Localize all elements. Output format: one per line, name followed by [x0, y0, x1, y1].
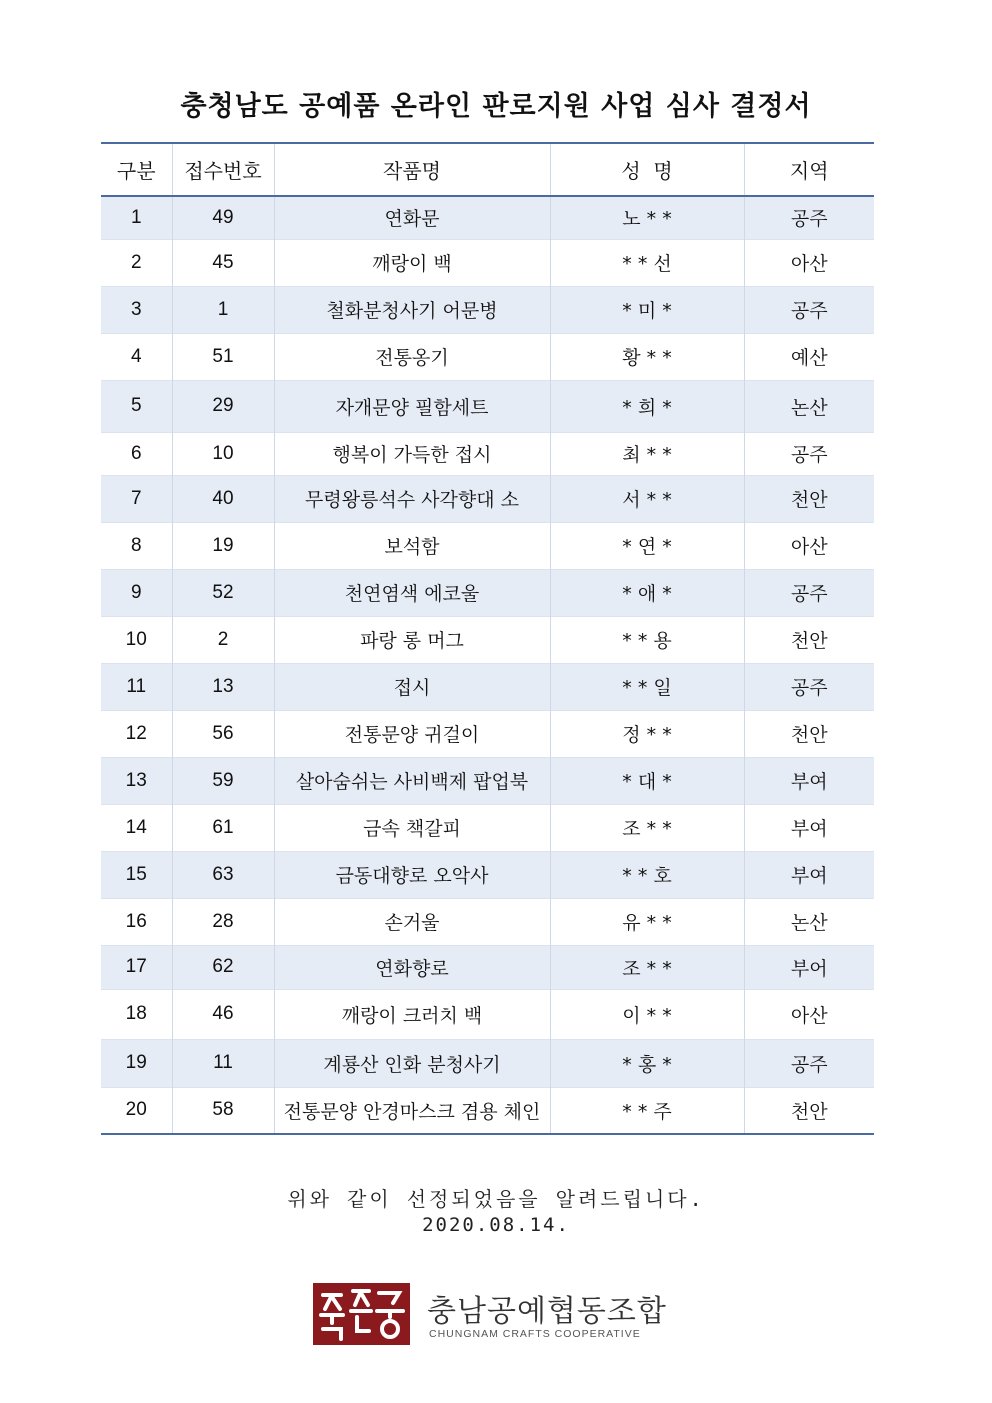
cell-work-title: 연화문 — [274, 196, 550, 239]
cell-region: 천안 — [744, 475, 874, 522]
cell-category: 12 — [101, 710, 172, 757]
cell-category: 1 — [101, 196, 172, 239]
cell-region: 공주 — [744, 663, 874, 710]
cell-receipt-number: 11 — [172, 1039, 274, 1087]
cell-region: 천안 — [744, 616, 874, 663]
cell-name: 이 * * — [550, 989, 744, 1039]
header-name: 성 명 — [550, 143, 744, 196]
cell-name: * 미 * — [550, 286, 744, 333]
cell-region: 부여 — [744, 804, 874, 851]
header-region: 지역 — [744, 143, 874, 196]
table-row — [101, 710, 874, 757]
cell-region: 공주 — [744, 1039, 874, 1087]
cell-region: 부여 — [744, 757, 874, 804]
cell-name: 노 * * — [550, 196, 744, 239]
cell-receipt-number: 49 — [172, 196, 274, 239]
cell-category: 17 — [101, 945, 172, 989]
header-work-title: 작품명 — [274, 143, 550, 196]
cell-receipt-number: 45 — [172, 239, 274, 286]
cell-work-title: 금동대향로 오악사 — [274, 851, 550, 898]
cell-work-title: 철화분청사기 어문병 — [274, 286, 550, 333]
cell-receipt-number: 28 — [172, 898, 274, 945]
cell-category: 10 — [101, 616, 172, 663]
cell-name: * 희 * — [550, 380, 744, 432]
table-row — [101, 432, 874, 475]
cell-receipt-number: 2 — [172, 616, 274, 663]
cell-category: 20 — [101, 1087, 172, 1134]
cell-category: 8 — [101, 522, 172, 569]
table-row — [101, 945, 874, 989]
cell-receipt-number: 61 — [172, 804, 274, 851]
cell-receipt-number: 51 — [172, 333, 274, 380]
cell-category: 6 — [101, 432, 172, 475]
cell-name: 황 * * — [550, 333, 744, 380]
table-row — [101, 663, 874, 710]
cell-name: 조 * * — [550, 945, 744, 989]
cell-receipt-number: 58 — [172, 1087, 274, 1134]
cell-work-title: 전통옹기 — [274, 333, 550, 380]
table-row — [101, 757, 874, 804]
organization-name-english: CHUNGNAM CRAFTS COOPERATIVE — [429, 1328, 641, 1340]
cell-region: 논산 — [744, 380, 874, 432]
cell-name: * 연 * — [550, 522, 744, 569]
cell-work-title: 금속 책갈피 — [274, 804, 550, 851]
cell-work-title: 손거울 — [274, 898, 550, 945]
cell-receipt-number: 52 — [172, 569, 274, 616]
table-body — [101, 196, 874, 1134]
cell-category: 15 — [101, 851, 172, 898]
cell-category: 13 — [101, 757, 172, 804]
cell-category: 3 — [101, 286, 172, 333]
cell-region: 공주 — [744, 286, 874, 333]
cell-name: 조 * * — [550, 804, 744, 851]
cell-work-title: 무령왕릉석수 사각향대 소 — [274, 475, 550, 522]
cell-region: 부어 — [744, 945, 874, 989]
cell-work-title: 깨랑이 크러치 백 — [274, 989, 550, 1039]
cell-work-title: 계룡산 인화 분청사기 — [274, 1039, 550, 1087]
cell-category: 19 — [101, 1039, 172, 1087]
table-row — [101, 804, 874, 851]
cell-receipt-number: 40 — [172, 475, 274, 522]
cell-category: 2 — [101, 239, 172, 286]
cell-work-title: 자개문양 필함세트 — [274, 380, 550, 432]
cell-work-title: 깨랑이 백 — [274, 239, 550, 286]
cell-receipt-number: 56 — [172, 710, 274, 757]
cell-name: * * 주 — [550, 1087, 744, 1134]
cell-receipt-number: 62 — [172, 945, 274, 989]
cell-name: * * 일 — [550, 663, 744, 710]
header-receipt-number: 접수번호 — [172, 143, 274, 196]
table-row — [101, 989, 874, 1039]
cell-name: * 애 * — [550, 569, 744, 616]
cell-region: 천안 — [744, 1087, 874, 1134]
cell-category: 14 — [101, 804, 172, 851]
table-row — [101, 1087, 874, 1134]
cooperative-logo-icon — [313, 1283, 410, 1345]
cell-work-title: 행복이 가득한 접시 — [274, 432, 550, 475]
cell-region: 공주 — [744, 196, 874, 239]
results-table — [101, 142, 874, 1135]
cell-region: 천안 — [744, 710, 874, 757]
table-row — [101, 1039, 874, 1087]
cell-category: 18 — [101, 989, 172, 1039]
cell-receipt-number: 29 — [172, 380, 274, 432]
organization-name: 충남공예협동조합 — [427, 1294, 667, 1329]
cell-receipt-number: 1 — [172, 286, 274, 333]
cell-work-title: 보석함 — [274, 522, 550, 569]
cell-name: * 대 * — [550, 757, 744, 804]
table-row — [101, 196, 874, 239]
cell-category: 9 — [101, 569, 172, 616]
cell-category: 11 — [101, 663, 172, 710]
table-row — [101, 851, 874, 898]
cell-work-title: 접시 — [274, 663, 550, 710]
table-row — [101, 286, 874, 333]
cell-name: * * 선 — [550, 239, 744, 286]
cell-name: 유 * * — [550, 898, 744, 945]
cell-region: 공주 — [744, 432, 874, 475]
issue-date: 2020.08.14. — [422, 1214, 570, 1236]
table-row — [101, 522, 874, 569]
table-row — [101, 333, 874, 380]
header-category: 구분 — [101, 143, 172, 196]
cell-region: 부여 — [744, 851, 874, 898]
cell-region: 공주 — [744, 569, 874, 616]
cell-work-title: 살아숨쉬는 사비백제 팝업북 — [274, 757, 550, 804]
cell-name: * * 호 — [550, 851, 744, 898]
cell-work-title: 연화향로 — [274, 945, 550, 989]
cell-name: * 홍 * — [550, 1039, 744, 1087]
cell-region: 아산 — [744, 239, 874, 286]
cell-category: 4 — [101, 333, 172, 380]
table-row — [101, 239, 874, 286]
table-header-row — [101, 143, 874, 196]
document-title: 충청남도 공예품 온라인 판로지원 사업 심사 결정서 — [180, 91, 812, 122]
cell-region: 아산 — [744, 522, 874, 569]
cell-receipt-number: 13 — [172, 663, 274, 710]
cell-category: 5 — [101, 380, 172, 432]
cell-work-title: 전통문양 안경마스크 겸용 체인 — [274, 1087, 550, 1134]
cell-receipt-number: 19 — [172, 522, 274, 569]
cell-name: * * 용 — [550, 616, 744, 663]
table-row — [101, 380, 874, 432]
table-row — [101, 616, 874, 663]
table-row — [101, 475, 874, 522]
cell-receipt-number: 63 — [172, 851, 274, 898]
cell-name: 최 * * — [550, 432, 744, 475]
table-row — [101, 569, 874, 616]
cell-receipt-number: 10 — [172, 432, 274, 475]
table-row — [101, 898, 874, 945]
cell-name: 서 * * — [550, 475, 744, 522]
cell-region: 아산 — [744, 989, 874, 1039]
notice-text: 위와 같이 선정되었음을 알려드립니다. — [287, 1187, 705, 1211]
cell-receipt-number: 59 — [172, 757, 274, 804]
cell-receipt-number: 46 — [172, 989, 274, 1039]
cell-work-title: 전통문양 귀걸이 — [274, 710, 550, 757]
cell-work-title: 천연염색 에코울 — [274, 569, 550, 616]
cell-work-title: 파랑 롱 머그 — [274, 616, 550, 663]
cell-name: 정 * * — [550, 710, 744, 757]
cell-category: 16 — [101, 898, 172, 945]
cell-region: 예산 — [744, 333, 874, 380]
cell-category: 7 — [101, 475, 172, 522]
cell-region: 논산 — [744, 898, 874, 945]
